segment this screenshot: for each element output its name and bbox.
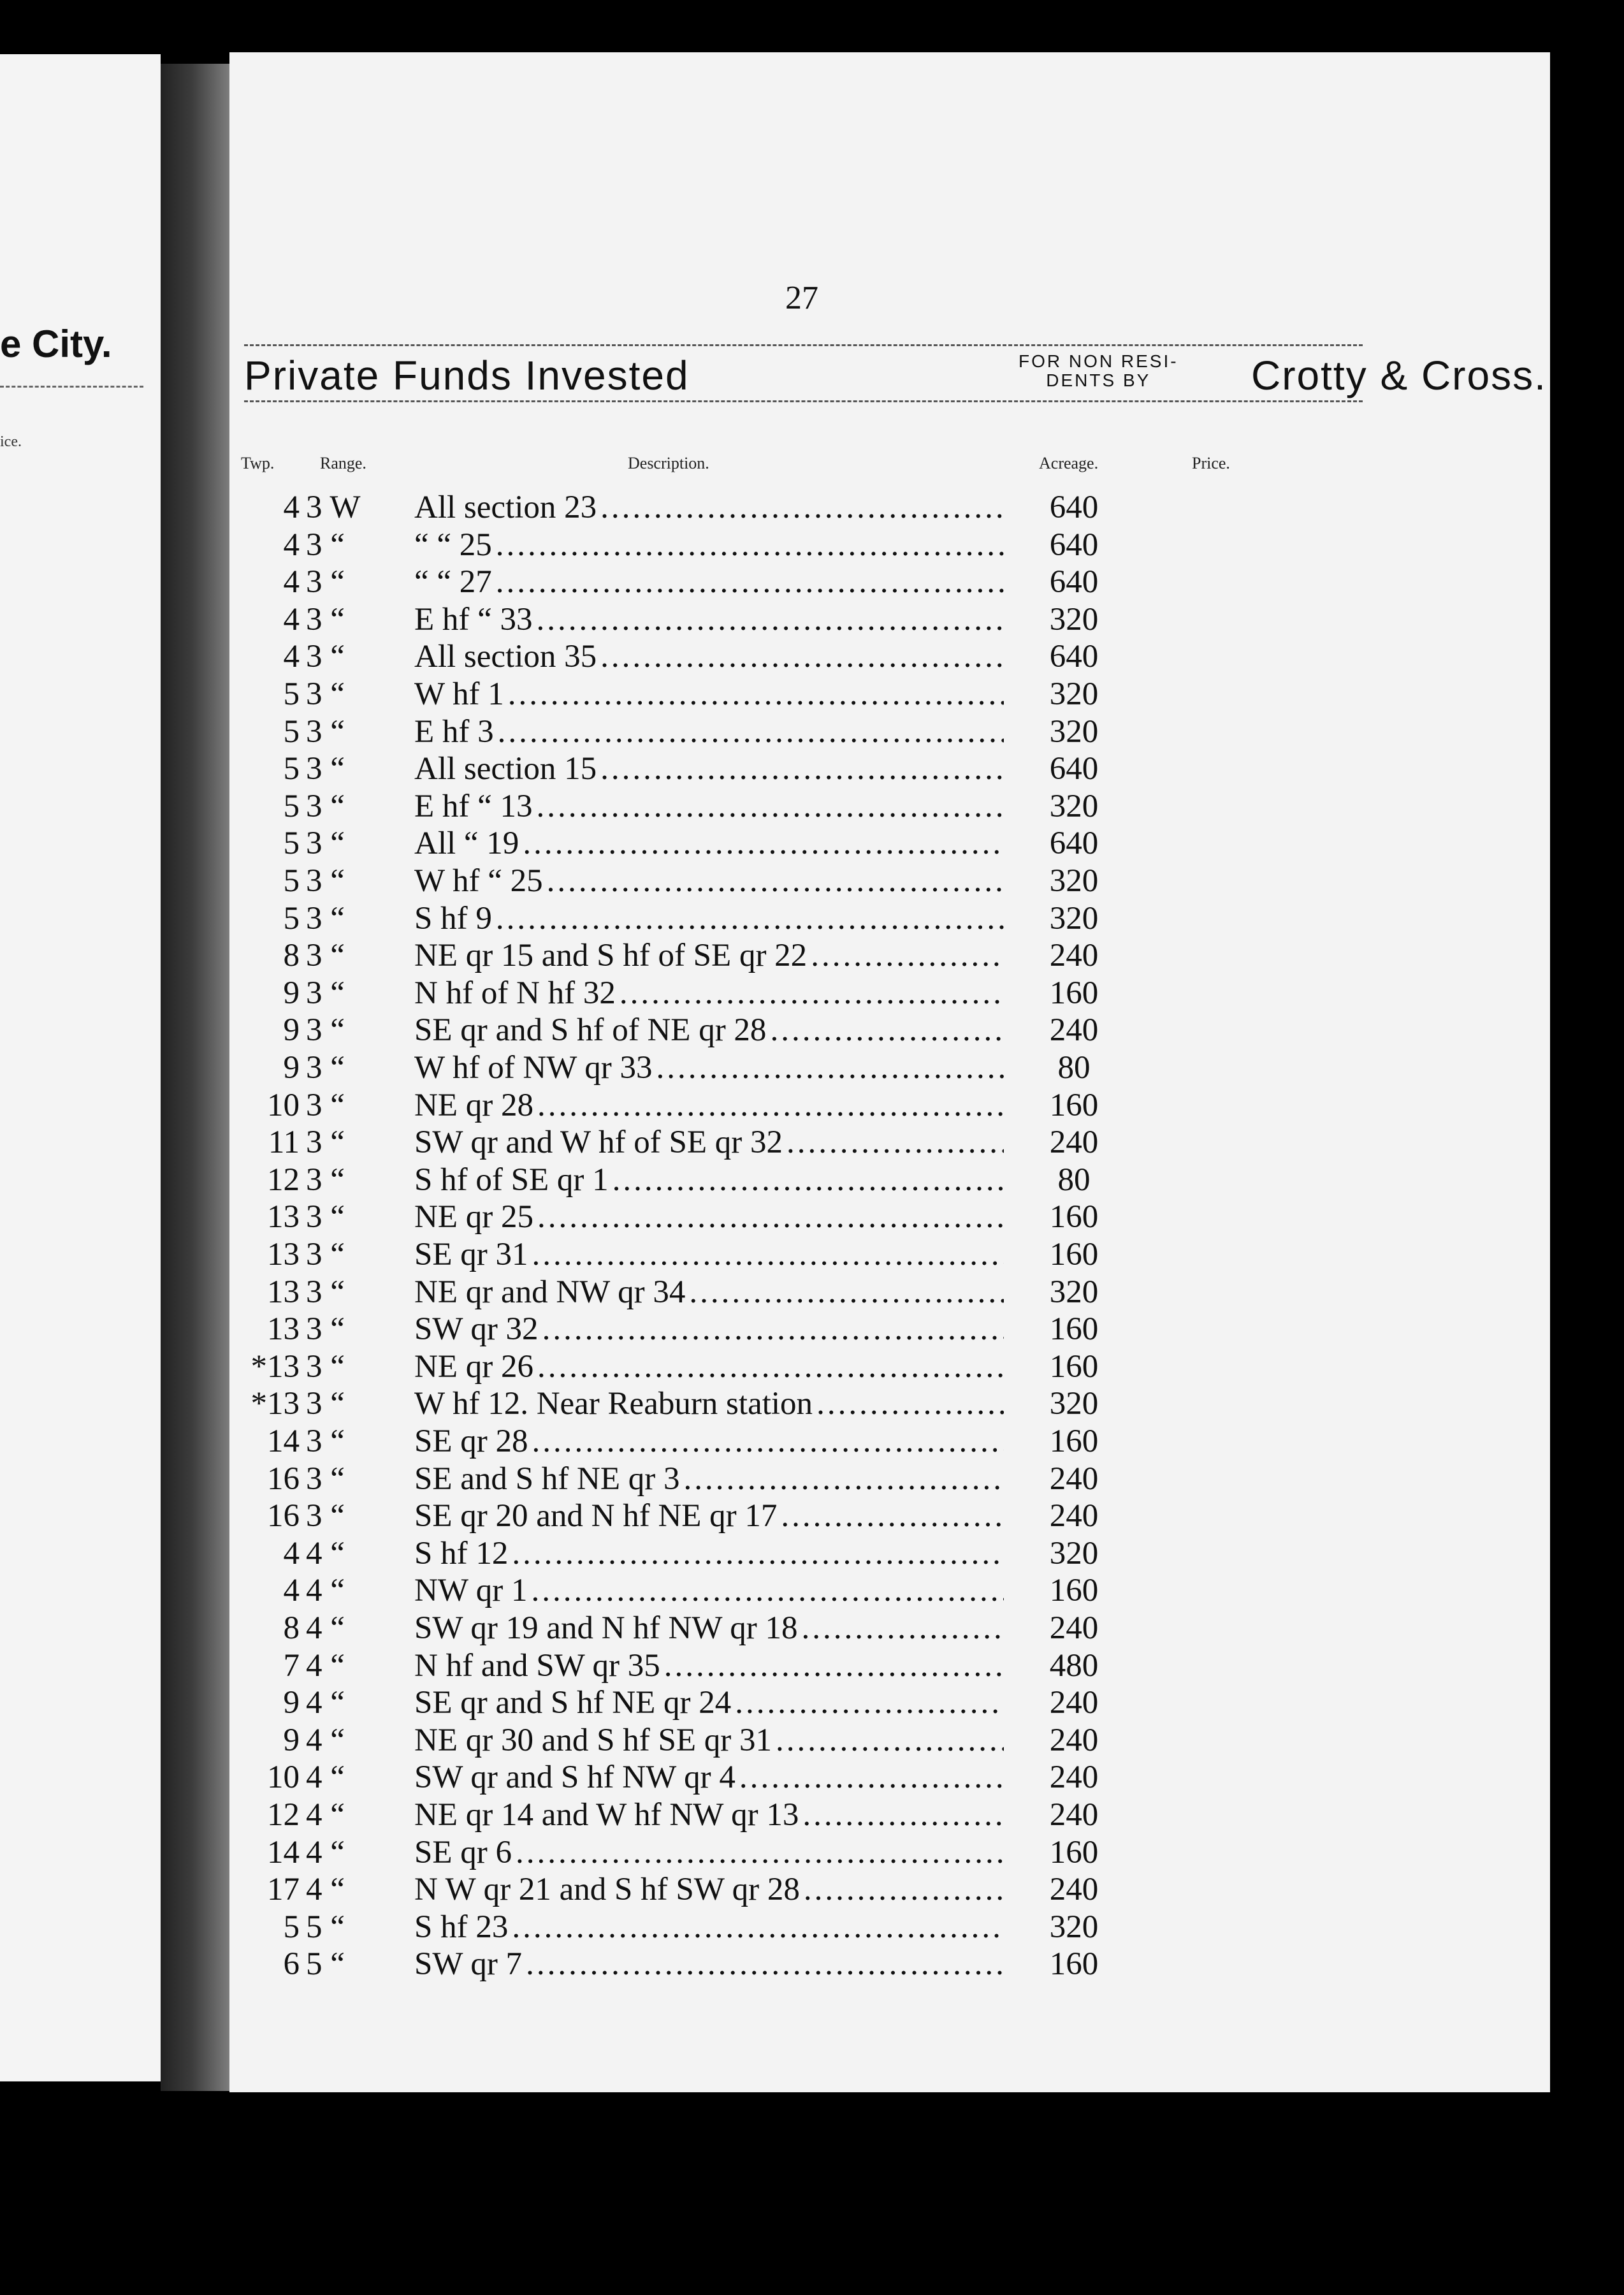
row-acreage: 240 [1049, 1797, 1099, 1833]
row-acreage: 80 [1057, 1162, 1091, 1198]
row-range: 3 “ [306, 1348, 345, 1385]
row-acreage: 240 [1049, 1012, 1099, 1049]
row-description: SE qr 31 ..... [414, 1237, 1004, 1272]
row-twp: 4 [283, 601, 300, 638]
row-twp: 14 [267, 1424, 300, 1459]
row-description: NE qr 25 ..... [414, 1199, 1004, 1235]
row-twp: 7 [283, 1647, 300, 1684]
row-twp: 10 [267, 1087, 300, 1123]
header-rule-bottom [244, 400, 1363, 402]
table-row [0, 1125, 1275, 1160]
row-twp: 10 [267, 1759, 300, 1796]
row-range: 4 “ [306, 1647, 345, 1684]
row-twp: 16 [267, 1498, 300, 1534]
row-description: SW qr 7 ..... [414, 1946, 1004, 1982]
row-twp: 8 [283, 1610, 300, 1646]
row-twp: 9 [283, 1012, 300, 1049]
column-header-range: Range. [320, 454, 366, 472]
row-twp: 5 [283, 788, 300, 824]
row-description: S hf 23 ..... [414, 1909, 1004, 1945]
row-description: SW qr and S hf NW qr 4 ..... [414, 1759, 1004, 1795]
row-range: 3 “ [306, 938, 345, 974]
header-subtitle-line1: FOR NON RESI- [1019, 351, 1178, 371]
row-twp: 4 [283, 527, 300, 563]
table-row [0, 1050, 1275, 1086]
row-description: SE qr 20 and N hf NE qr 17 ..... [414, 1498, 1004, 1534]
row-description: “ “ 27 ..... [414, 564, 1004, 600]
table-row [0, 1349, 1275, 1385]
table-row [0, 789, 1275, 824]
table-row [0, 1424, 1275, 1459]
row-acreage: 160 [1049, 1946, 1099, 1983]
row-twp: 11 [268, 1125, 300, 1161]
row-twp: 9 [283, 1722, 300, 1758]
row-description: SW qr and W hf of SE qr 32 ..... [414, 1125, 1004, 1160]
row-description: NW qr 1 ..... [414, 1573, 1004, 1608]
row-range: 5 “ [306, 1946, 345, 1983]
row-description: E hf 3 ..... [414, 714, 1004, 750]
table-row [0, 490, 1275, 525]
table-row [0, 901, 1275, 936]
row-range: 3 “ [306, 1199, 345, 1235]
table-row [0, 602, 1275, 638]
row-twp: 8 [283, 938, 300, 974]
row-description: N hf and SW qr 35 ..... [414, 1648, 1004, 1684]
header-title: Private Funds Invested [244, 353, 690, 398]
row-range: 3 “ [306, 1461, 345, 1497]
table-row [0, 826, 1275, 861]
row-twp: *13 [250, 1386, 300, 1422]
row-acreage: 320 [1049, 900, 1099, 936]
row-description: NE qr 28 ..... [414, 1088, 1004, 1123]
row-description: NE qr 30 and S hf SE qr 31 ..... [414, 1723, 1004, 1758]
table-row [0, 1759, 1275, 1795]
table-row [0, 938, 1275, 973]
table-row [0, 1835, 1275, 1870]
row-twp: 5 [283, 826, 300, 862]
row-acreage: 640 [1049, 751, 1099, 787]
row-twp: 4 [283, 1535, 300, 1571]
column-header-twp: Twp. [241, 454, 275, 472]
row-acreage: 160 [1049, 975, 1099, 1011]
row-range: 3 “ [306, 1050, 345, 1086]
row-description: SW qr 19 and N hf NW qr 18 ..... [414, 1610, 1004, 1646]
row-description: W hf of NW qr 33 ..... [414, 1050, 1004, 1086]
row-range: 3 “ [306, 1311, 345, 1348]
column-header-acreage: Acreage. [1039, 454, 1099, 472]
row-range: 3 “ [306, 1125, 345, 1161]
table-row [0, 1162, 1275, 1198]
row-acreage: 160 [1049, 1573, 1099, 1609]
left-page-column-label: ice. [0, 433, 22, 450]
row-range: 3 “ [306, 1498, 345, 1534]
row-range: 3 “ [306, 1274, 345, 1310]
row-acreage: 160 [1049, 1834, 1099, 1870]
row-acreage: 240 [1049, 1498, 1099, 1534]
row-acreage: 160 [1049, 1424, 1099, 1459]
page-number: 27 [785, 280, 818, 316]
row-acreage: 640 [1049, 527, 1099, 563]
table-row [0, 1909, 1275, 1945]
row-description: SE qr and S hf of NE qr 28 ..... [414, 1012, 1004, 1048]
row-description: S hf 12 ..... [414, 1536, 1004, 1571]
row-twp: 4 [283, 490, 300, 525]
row-range: 4 “ [306, 1759, 345, 1796]
row-acreage: 320 [1049, 676, 1099, 712]
row-description: All section 23 ..... [414, 490, 1004, 525]
row-twp: 12 [267, 1162, 300, 1198]
row-description: W hf “ 25 ..... [414, 863, 1004, 899]
row-acreage: 320 [1049, 1386, 1099, 1422]
row-description: NE qr 14 and W hf NW qr 13 ..... [414, 1797, 1004, 1833]
row-twp: 13 [267, 1237, 300, 1272]
table-row [0, 1610, 1275, 1646]
row-acreage: 240 [1049, 1722, 1099, 1758]
header-rule-top [244, 344, 1363, 346]
row-acreage: 160 [1049, 1199, 1099, 1235]
table-row [0, 1685, 1275, 1721]
table-row [0, 1199, 1275, 1235]
row-twp: *13 [250, 1348, 300, 1385]
row-twp: 5 [283, 863, 300, 899]
row-description: NE qr 15 and S hf of SE qr 22 ..... [414, 938, 1004, 973]
column-header-price: Price. [1192, 454, 1230, 472]
row-range: 3 “ [306, 751, 345, 787]
row-acreage: 320 [1049, 1274, 1099, 1310]
row-range: 4 “ [306, 1610, 345, 1646]
table-row [0, 751, 1275, 787]
table-row [0, 1311, 1275, 1347]
row-range: 3 “ [306, 1087, 345, 1123]
row-twp: 5 [283, 1909, 300, 1945]
row-twp: 16 [267, 1461, 300, 1497]
table-row [0, 1723, 1275, 1758]
row-acreage: 320 [1049, 788, 1099, 824]
row-description: SW qr 32 ..... [414, 1311, 1004, 1347]
row-acreage: 480 [1049, 1647, 1099, 1684]
row-twp: 13 [267, 1274, 300, 1310]
row-range: 3 “ [306, 676, 345, 712]
row-acreage: 640 [1049, 826, 1099, 862]
row-acreage: 640 [1049, 564, 1099, 601]
row-range: 4 “ [306, 1797, 345, 1833]
row-twp: 4 [283, 1573, 300, 1609]
table-row [0, 1872, 1275, 1907]
row-twp: 5 [283, 900, 300, 936]
row-twp: 5 [283, 713, 300, 750]
row-description: S hf of SE qr 1 ..... [414, 1162, 1004, 1198]
row-range: 3 “ [306, 1012, 345, 1049]
header-subtitle-line2: DENTS BY [1046, 370, 1151, 390]
row-twp: 13 [267, 1311, 300, 1348]
row-range: 3 “ [306, 601, 345, 638]
running-header [244, 344, 1547, 402]
row-acreage: 320 [1049, 713, 1099, 750]
table-row [0, 1237, 1275, 1272]
row-description: SE and S hf NE qr 3 ..... [414, 1461, 1004, 1497]
row-description: NE qr 26 ..... [414, 1349, 1004, 1385]
row-acreage: 240 [1049, 1610, 1099, 1646]
row-description: All section 15 ..... [414, 751, 1004, 787]
row-range: 3 “ [306, 1424, 345, 1459]
table-row [0, 639, 1275, 674]
row-range: 3 “ [306, 564, 345, 601]
table-row [0, 1797, 1275, 1833]
row-twp: 5 [283, 751, 300, 787]
left-page-heading: e City. [0, 323, 112, 365]
row-acreage: 320 [1049, 601, 1099, 638]
row-range: 4 “ [306, 1573, 345, 1609]
row-acreage: 80 [1057, 1050, 1091, 1086]
row-acreage: 320 [1049, 1909, 1099, 1945]
row-twp: 17 [267, 1872, 300, 1908]
row-twp: 14 [267, 1834, 300, 1870]
row-twp: 4 [283, 639, 300, 675]
table-row [0, 1386, 1275, 1422]
row-acreage: 160 [1049, 1087, 1099, 1123]
table-row [0, 1648, 1275, 1684]
header-firm: Crotty & Cross. [1251, 353, 1547, 398]
table-row [0, 564, 1275, 600]
row-range: 3 “ [306, 1237, 345, 1272]
table-row [0, 863, 1275, 899]
table-row [0, 1274, 1275, 1310]
row-range: 3 “ [306, 863, 345, 899]
row-acreage: 160 [1049, 1348, 1099, 1385]
row-description: W hf 12. Near Reaburn station ..... [414, 1386, 1004, 1422]
table-row [0, 1498, 1275, 1534]
row-range: 3 “ [306, 788, 345, 824]
table-row [0, 714, 1275, 750]
table-row [0, 676, 1275, 712]
row-description: NE qr and NW qr 34 ..... [414, 1274, 1004, 1310]
row-range: 4 “ [306, 1685, 345, 1721]
row-acreage: 160 [1049, 1237, 1099, 1272]
row-description: N hf of N hf 32 ..... [414, 975, 1004, 1011]
table-row [0, 1012, 1275, 1048]
row-twp: 4 [283, 564, 300, 601]
row-twp: 9 [283, 975, 300, 1011]
row-range: 4 “ [306, 1872, 345, 1908]
column-header-description: Description. [628, 454, 709, 472]
row-acreage: 640 [1049, 490, 1099, 525]
row-range: 3 “ [306, 1162, 345, 1198]
row-acreage: 240 [1049, 1759, 1099, 1796]
row-range: 3 “ [306, 527, 345, 563]
row-range: 3 “ [306, 713, 345, 750]
row-description: SE qr 6 ..... [414, 1835, 1004, 1870]
row-acreage: 240 [1049, 1125, 1099, 1161]
row-acreage: 640 [1049, 639, 1099, 675]
row-description: W hf 1 ..... [414, 676, 1004, 712]
row-range: 4 “ [306, 1722, 345, 1758]
row-description: SE qr and S hf NE qr 24 ..... [414, 1685, 1004, 1721]
row-range: 5 “ [306, 1909, 345, 1945]
row-description: S hf 9 ..... [414, 901, 1004, 936]
row-acreage: 240 [1049, 1461, 1099, 1497]
table-row [0, 1088, 1275, 1123]
table-row [0, 527, 1275, 563]
row-range: 4 “ [306, 1535, 345, 1571]
row-description: N W qr 21 and S hf SW qr 28 ..... [414, 1872, 1004, 1907]
row-acreage: 160 [1049, 1311, 1099, 1348]
row-twp: 9 [283, 1050, 300, 1086]
table-row [0, 975, 1275, 1011]
table-row [0, 1536, 1275, 1571]
row-twp: 9 [283, 1685, 300, 1721]
row-description: “ “ 25 ..... [414, 527, 1004, 563]
row-acreage: 320 [1049, 1535, 1099, 1571]
row-range: 3 W [306, 490, 361, 525]
row-acreage: 240 [1049, 938, 1099, 974]
row-range: 3 “ [306, 900, 345, 936]
row-acreage: 240 [1049, 1872, 1099, 1908]
row-description: E hf “ 33 ..... [414, 602, 1004, 638]
row-acreage: 320 [1049, 863, 1099, 899]
row-description: SE qr 28 ..... [414, 1424, 1004, 1459]
row-twp: 12 [267, 1797, 300, 1833]
row-description: All “ 19 ..... [414, 826, 1004, 861]
row-twp: 6 [283, 1946, 300, 1983]
left-page-rule [0, 386, 143, 388]
table-row [0, 1946, 1275, 1982]
row-range: 3 “ [306, 975, 345, 1011]
header-subtitle [1019, 352, 1178, 390]
row-range: 3 “ [306, 1386, 345, 1422]
row-acreage: 240 [1049, 1685, 1099, 1721]
row-description: All section 35 ..... [414, 639, 1004, 674]
table-row [0, 1461, 1275, 1497]
table-row [0, 1573, 1275, 1608]
row-range: 3 “ [306, 639, 345, 675]
row-range: 4 “ [306, 1834, 345, 1870]
row-description: E hf “ 13 ..... [414, 789, 1004, 824]
row-twp: 5 [283, 676, 300, 712]
row-twp: 13 [267, 1199, 300, 1235]
row-range: 3 “ [306, 826, 345, 862]
